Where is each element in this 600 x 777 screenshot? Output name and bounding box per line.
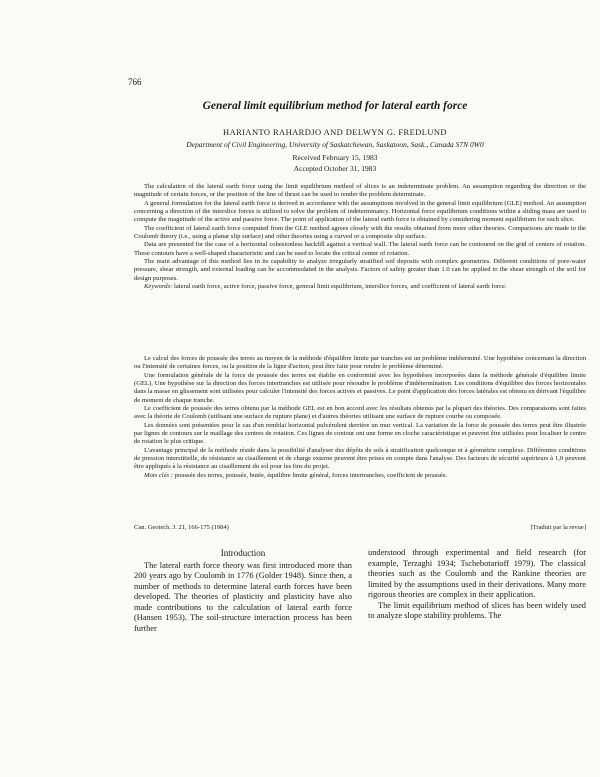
- abstract-paragraph: Data are presented for the case of a horizontal cohesionless backfill against a vertical wall. The lateral earth force can be contoured on the grid of centers of rotation. These contours have a well-shaped characteristic and can be used to locate the critical center of rotation.: [134, 241, 586, 257]
- abstract-paragraph: The coefficient of lateral earth force computed from the GLE method agrees closely with the results obtained from more other theories. Comparisons are made to the Coulomb theory (i.e., using a planar slip surface) and other theories using a curved or a composite slip surface.: [134, 224, 586, 241]
- body-column-left: [134, 548, 352, 634]
- received-date: Received February 15, 1983: [292, 153, 378, 162]
- accepted-date: Accepted October 31, 1983: [293, 164, 377, 173]
- abstract-paragraph: Les données sont présentées pour le cas d'un remblai horizontal pulvérulent derrière un mur vertical. La variation de la force de poussée des terres peut être illustrée par lignes de contours sur le maillage des centres de rotation. Ces lignes de contour ont une forme en cloche caractéristique et peuvent être utilisées pour localiser le centre de rotation le plus critique.: [134, 421, 586, 446]
- keywords-text: lateral earth force, active force, passive force, general limit equilibrium, interslice forces, and coefficient of lateral earth force.: [173, 283, 507, 291]
- body-column-right: [368, 548, 586, 622]
- dates: [130, 152, 540, 174]
- keywords-label: Keywords:: [144, 283, 173, 291]
- keywords-english: [134, 283, 586, 291]
- keywords-text: poussée des terres, poussée, butée, équilibre limite général, forces intertranches, coefficient de poussée.: [174, 471, 448, 479]
- abstract-paragraph: Le coefficient de poussée des terres obtenu par la méthode GEL est en bon accord avec les résultats obtenus par la plupart des théories. Des comparaisons sont faites avec la théorie de Coulomb (utilisant une surface de rupture plane) et d'autres théories utilisant une surface de rupture courbe ou composée.: [134, 405, 586, 421]
- abstract-paragraph: A general formulation for the lateral earth force is derived in accordance with the assumptions involved in the general limit equilibrium (GLE) method. An assumption concerning a direction of the interslice forces is utilized to solve the problem of indeterminancy. Horizontal force equilibrium conditions within a sliding mass are used to compute the magnitude of the active and passive force. The point of application of the lateral earth force is obtained by considering moment equilibrium for each slice.: [134, 199, 586, 224]
- abstract-french: [134, 355, 586, 480]
- body-paragraph: understood through experimental and field research (for example, Terzaghi 1934; Tschebotarioff 1979). The classical theories such as the Coulomb and the Rankine theories are limited by the assumptions used in their derivations. Many more rigorous theories are complex in their application.: [368, 548, 586, 599]
- section-heading: Introduction: [220, 548, 266, 558]
- abstract-paragraph: Le calcul des forces de poussée des terres au moyen de la méthode d'équilibre limite par tranches est un problème indéterminé. Une hypothèse concernant la direction ou l'intensité de certaines forces, ou la position de la ligne d'action, peut être faite pour rendre le problème déterminé.: [134, 355, 586, 371]
- keywords-french: [134, 472, 586, 480]
- keywords-label: Mots clés :: [144, 471, 173, 479]
- body-paragraph: The limit equilibrium method of slices has been widely used to analyze slope stability problems. The: [368, 600, 586, 620]
- abstract-paragraph: The calculation of the lateral earth force using the limit equilibrium method of slices is an indeterminate problem. An assumption regarding the direction or the magnitude of certain forces, or the position of the line of thrust can be used to render the problem determinate.: [134, 183, 586, 199]
- abstract-paragraph: Une formulation générale de la force de poussée des terres est établie en conformité avec les hypothèses incorporées dans la méthode générale d'équilibre limite (GEL). Une hypothèse sur la direction des forces intertranches est utilisée pour résoudre le problème d'indétermination. Les conditions d'équilibre des forces horizontales dans la masse en glissement sont utilisées pour calculer l'intensité des forces actives et passives. Le point d'application des forces latérales est obtenu en dérivant l'équilibre de moment de chaque tranche.: [134, 371, 586, 404]
- abstract-paragraph: L'avantage principal de la méthode réside dans la possibilité d'analyser des dépôts de sols à stratification quelconque et à géométrie complexe. Différentes conditions de pression interstitielle, de résistance au cisaillement et de charge externe peuvent être prises en compte dans l'analyse. Des facteurs de sécurité supérieurs à 1,0 peuvent être appliqués à la résistance au cisaillement du sol pour les fins du projet.: [134, 446, 586, 471]
- page-number: 766: [128, 77, 142, 87]
- abstract-paragraph: The main advantage of this method lies in its capability to analyze irregularly stratified soil deposits with complex geometries. Different conditions of pore-water pressure, shear strength, and external loading can be accommodated in the analysis. Factors of safety greater than 1.0 can be applied to the shear strength of the soil for design purposes.: [134, 258, 586, 282]
- body-paragraph: The lateral earth force theory was first introduced more than 200 years ago by Coulomb in 1776 (Golder 1948). Since then, a number of methods to determine lateral earth forces have been developed. The theories of plasticity and plasticity have also made contributions to the calculation of lateral earth force (Hansen 1953). The soil-structure interaction process has been further: [134, 560, 352, 633]
- affiliation: Department of Civil Engineering, University of Saskatchewan, Saskatoon, Sask., Canada S7N 0W0: [186, 140, 484, 149]
- translation-note: [Traduit par la revue]: [530, 524, 586, 531]
- abstract-english: [134, 183, 586, 291]
- journal-citation: Can. Geotech. J. 21, 166-175 (1984): [134, 524, 229, 531]
- authors: HARIANTO RAHARDJO AND DELWYN G. FREDLUND: [223, 127, 447, 137]
- paper-title: General limit equilibrium method for lateral earth force: [202, 100, 468, 112]
